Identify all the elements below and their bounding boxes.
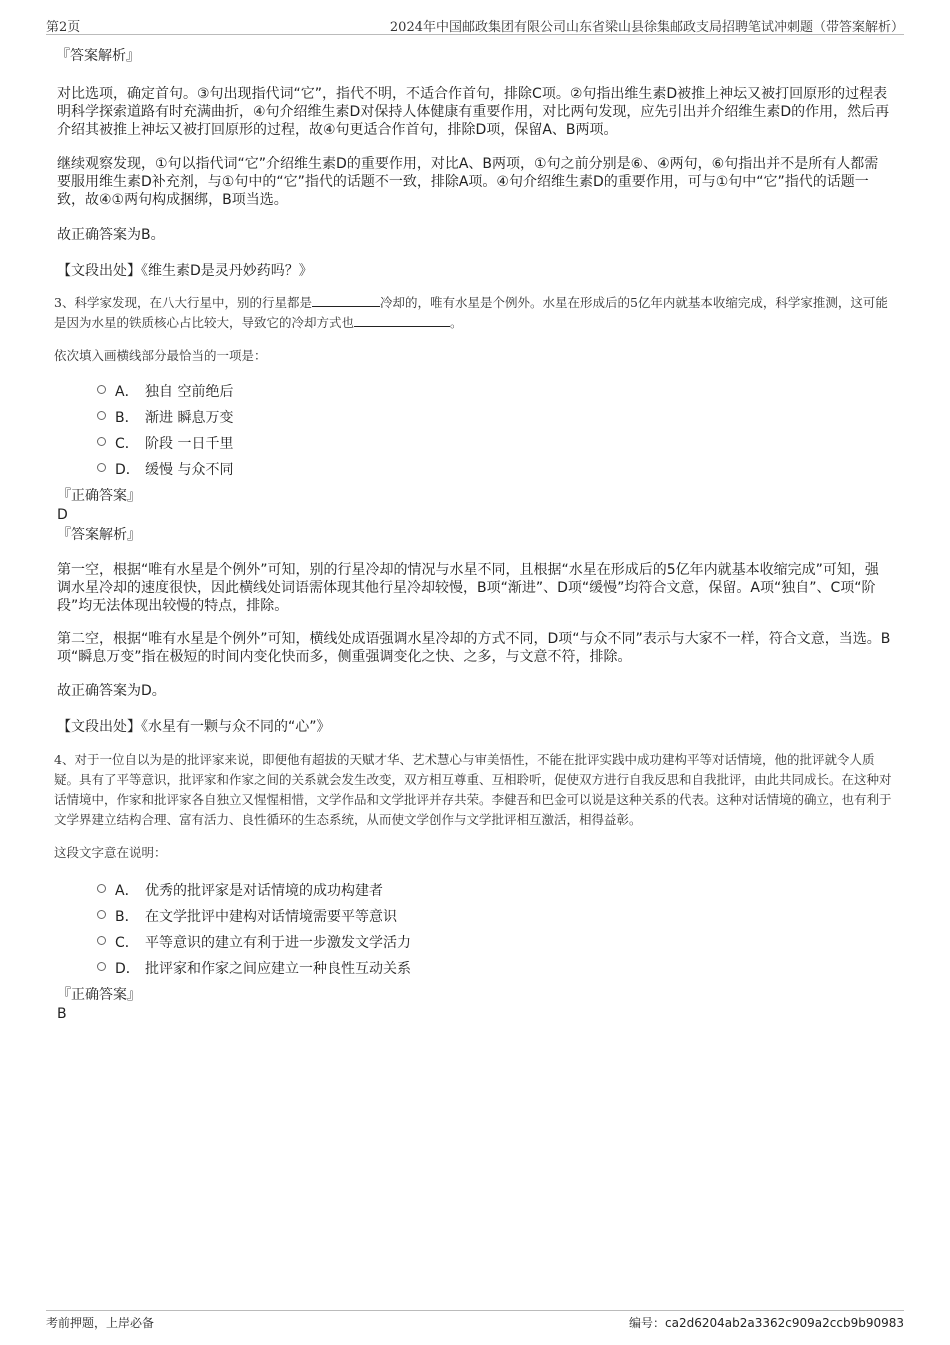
- question-stem: 4、对于一位自以为是的批评家来说，即便他有超拔的天赋才华、艺术慧心与审美悟性，不能在批评实践中成功建构平等对话情境，他的批评就令人质疑。具有了平等意识，批评家和作家之间的关系就会发生改变，双方相互尊重、互相聆听，促使双方进行自我反思和自我批评，由此共同成长。在这种对话情境中，作家和批评家各自独立又惺惺相惜，文学作品和文学批评并存共荣。李健吾和巴金可以说是这种关系的代表。这种对话情境的确立，也有利于文学界建立结构合理、富有活力、良性循环的生态系统，从而使文学创作与文学批评相互激活，相得益彰。: [54, 752, 892, 827]
- fill-blank-2: [354, 314, 450, 327]
- page-content: [54, 44, 892, 1023]
- option-c[interactable]: C． 平等意识的建立有利于进一步激发文学活力: [57, 929, 892, 955]
- passage-source: 【文段出处】《维生素D是灵丹妙药吗？》: [57, 263, 313, 279]
- question-stem: 3、科学家发现，在八大行星中，别的行星都是 冷却的，唯有水星是个例外。水星在形成后的5亿年内就基本收缩完成，科学家推测，这可能是因为水星的铁质核心占比较大，导致它的冷却方式也 。: [54, 295, 888, 330]
- option-d[interactable]: D． 缓慢 与众不同: [57, 456, 892, 482]
- option-b[interactable]: B． 渐进 瞬息万变: [57, 404, 892, 430]
- analysis-label: 『答案解析』: [57, 527, 141, 543]
- footer-slogan: 考前押题，上岸必备: [46, 1316, 155, 1330]
- radio-icon[interactable]: [97, 910, 106, 919]
- question-prompt: 依次填入画横线部分最恰当的一项是：: [54, 347, 267, 363]
- fill-blank-1: [312, 294, 380, 307]
- analysis-paragraph: 继续观察发现，①句以指代词“它”介绍维生素D的重要作用，对比A、B两项，①句之前分别是⑥、④两句，⑥句指出并不是所有人都需要服用维生素D补充剂，与①句中的“它”指代的话题不一致，排除A项。④句介绍维生素D的重要作用，可与①句中“它”指代的话题一致，故④①两句构成捆绑，B项当选。: [57, 156, 879, 208]
- option-a[interactable]: A． 优秀的批评家是对话情境的成功构建者: [57, 877, 892, 903]
- radio-icon[interactable]: [97, 936, 106, 945]
- radio-icon[interactable]: [97, 411, 106, 420]
- passage-source: 【文段出处】《水星有一颗与众不同的“心”》: [57, 719, 331, 735]
- radio-icon[interactable]: [97, 437, 106, 446]
- page-header: [46, 14, 904, 35]
- correct-answer-label: 『正确答案』: [57, 488, 141, 504]
- analysis-label: 『答案解析』: [56, 48, 140, 64]
- correct-answer-label: 『正确答案』: [57, 986, 141, 1003]
- document-title: 2024年中国邮政集团有限公司山东省梁山县徐集邮政支局招聘笔试冲刺题（带答案解析）: [389, 20, 904, 35]
- option-list: [57, 378, 892, 482]
- question-prompt: 这段文字意在说明：: [54, 844, 167, 860]
- correct-answer: B: [57, 1005, 67, 1022]
- document-code: 编号：ca2d6204ab2a3362c909a2ccb9b90983: [629, 1316, 904, 1330]
- option-b[interactable]: B． 在文学批评中建构对话情境需要平等意识: [57, 903, 892, 929]
- page-footer: [46, 1310, 904, 1335]
- analysis-conclusion: 故正确答案为D。: [57, 683, 166, 699]
- page-number: 第2页: [46, 20, 81, 35]
- option-d[interactable]: D． 批评家和作家之间应建立一种良性互动关系: [57, 955, 892, 981]
- radio-icon[interactable]: [97, 463, 106, 472]
- radio-icon[interactable]: [97, 962, 106, 971]
- analysis-paragraph: 对比选项，确定首句。③句出现指代词“它”，指代不明，不适合作首句，排除C项。②句指出维生素D被推上神坛又被打回原形的过程表明科学探索道路有时充满曲折，④句介绍维生素D对保持人体健康有重要作用，对比两句发现，应先引出并介绍维生素D的作用，然后再介绍其被推上神坛又被打回原形的过程，故④句更适合作首句，排除D项，保留A、B两项。: [57, 86, 890, 138]
- analysis-conclusion: 故正确答案为B。: [57, 227, 165, 243]
- radio-icon[interactable]: [97, 385, 106, 394]
- option-a[interactable]: A． 独自 空前绝后: [57, 378, 892, 404]
- correct-answer: D: [57, 507, 68, 523]
- analysis-paragraph: 第二空，根据“唯有水星是个例外”可知，横线处成语强调水星冷却的方式不同，D项“与众不同”表示与大家不一样，符合文意，当选。B项“瞬息万变”指在极短的时间内变化快而多，侧重强调变化之快、之多，与文意不符，排除。: [57, 631, 891, 665]
- analysis-paragraph: 第一空，根据“唯有水星是个例外”可知，别的行星冷却的情况与水星不同，且根据“水星在形成后的5亿年内就基本收缩完成”可知，强调水星冷却的速度很快，因此横线处词语需体现其他行星冷却较慢，B项“渐进”、D项“缓慢”均符合文意，保留。A项“独自”、C项“阶段”均无法体现出较慢的特点，排除。: [57, 562, 879, 614]
- option-c[interactable]: C． 阶段 一日千里: [57, 430, 892, 456]
- option-list: [57, 877, 892, 981]
- radio-icon[interactable]: [97, 884, 106, 893]
